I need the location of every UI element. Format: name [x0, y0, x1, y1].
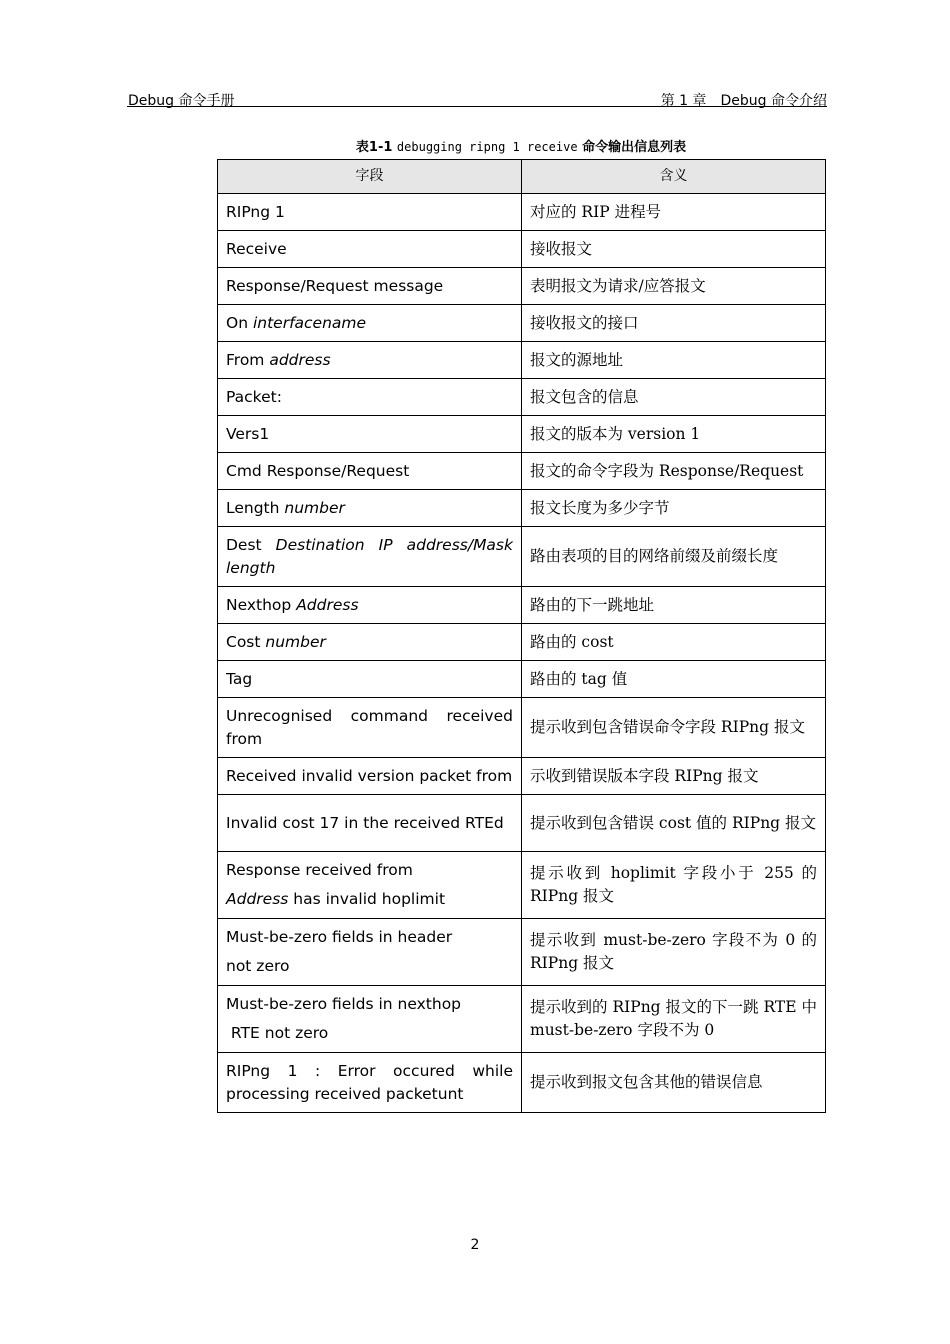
table-row [218, 379, 826, 416]
field-variable-text: Address [226, 890, 289, 908]
meaning-cell: 路由的 cost [522, 624, 826, 661]
header-divider [127, 106, 827, 107]
field-text [226, 707, 513, 748]
field-text [226, 314, 366, 332]
field-plain-text: Dest [226, 535, 276, 554]
meaning-cell: 示收到错误版本字段 RIPng 报文 [522, 758, 826, 795]
field-cell [218, 231, 522, 268]
table-row [218, 852, 826, 919]
page-number: 2 [470, 1237, 480, 1253]
field-text [226, 633, 326, 651]
field-plain-text: Unrecognised command received from [226, 706, 513, 748]
field-cell [218, 661, 522, 698]
table-row [218, 624, 826, 661]
table-row [218, 758, 826, 795]
field-text [226, 859, 513, 882]
table-row [218, 231, 826, 268]
field-cell [218, 527, 522, 587]
field-text [226, 277, 443, 295]
field-text-second-line [226, 888, 513, 911]
table-row [218, 795, 826, 852]
table-row [218, 305, 826, 342]
field-cell [218, 490, 522, 527]
table-row [218, 1053, 826, 1113]
field-cell [218, 986, 522, 1053]
table-caption [217, 136, 825, 155]
table-row [218, 919, 826, 986]
field-cell [218, 795, 522, 852]
table-row [218, 986, 826, 1053]
table-row [218, 194, 826, 231]
table-row [218, 661, 826, 698]
field-cell [218, 1053, 522, 1113]
field-variable-text: Destination IP address/Mask length [226, 535, 513, 577]
field-text [226, 388, 282, 406]
field-plain-text: On [226, 313, 253, 332]
field-plain-text: Received invalid version packet from [226, 766, 513, 785]
meaning-cell: 表明报文为请求/应答报文 [522, 268, 826, 305]
field-plain-text: Cost [226, 632, 266, 651]
table-header-row [218, 160, 826, 194]
field-plain-text: RIPng 1 : Error occured while processing received packetunt [226, 1061, 513, 1103]
field-cell [218, 624, 522, 661]
header-chapter-title: 第 1 章 Debug 命令介绍 [660, 93, 827, 109]
field-text [226, 596, 359, 614]
table-row [218, 587, 826, 624]
field-plain-text: Must-be-zero fields in nexthop [226, 995, 462, 1013]
meaning-cell: 报文长度为多少字节 [522, 490, 826, 527]
field-cell [218, 194, 522, 231]
field-text-second-line [226, 1022, 513, 1045]
field-text [226, 814, 504, 832]
field-cell [218, 342, 522, 379]
field-text-second-line [226, 955, 513, 978]
field-plain-text: From [226, 350, 270, 369]
field-cell [218, 379, 522, 416]
column-header-meaning: 含义 [522, 160, 826, 194]
field-cell [218, 453, 522, 490]
field-variable-text: interfacename [252, 313, 367, 332]
field-plain-text: Vers1 [226, 424, 270, 443]
field-plain-text: Nexthop [226, 595, 297, 614]
meaning-cell: 报文的命令字段为 Response/Request [522, 453, 826, 490]
field-cell [218, 305, 522, 342]
output-fields-table [217, 159, 826, 1113]
table-row [218, 453, 826, 490]
field-text [226, 462, 409, 480]
field-plain-text: Receive [226, 239, 287, 258]
column-header-field: 字段 [218, 160, 522, 194]
field-plain-text: Must-be-zero fields in header [226, 928, 453, 946]
field-text [226, 203, 285, 221]
meaning-cell: 对应的 RIP 进程号 [522, 194, 826, 231]
field-cell [218, 758, 522, 795]
meaning-cell: 路由表项的目的网络前缀及前缀长度 [522, 527, 826, 587]
field-plain-text: Length [226, 498, 285, 517]
field-cell [218, 268, 522, 305]
field-variable-text: number [284, 498, 345, 517]
caption-prefix: 表1-1 [355, 140, 397, 155]
field-plain-text: Tag [226, 669, 253, 688]
field-plain-text: Packet: [226, 387, 282, 406]
table-row [218, 490, 826, 527]
field-text [226, 240, 287, 258]
meaning-cell: 提示收到的 RIPng 报文的下一跳 RTE 中 must-be-zero 字段不为 0 [522, 986, 826, 1053]
meaning-cell: 路由的下一跳地址 [522, 587, 826, 624]
field-plain-text: not zero [226, 957, 290, 975]
table-row [218, 527, 826, 587]
caption-suffix: 命令输出信息列表 [577, 140, 687, 155]
field-text [226, 499, 345, 517]
field-cell [218, 416, 522, 453]
field-plain-text: Invalid cost 17 in the received RTEd [226, 813, 504, 832]
field-plain-text: Response/Request message [226, 276, 444, 295]
meaning-cell: 提示收到包含错误 cost 值的 RIPng 报文 [522, 795, 826, 852]
field-plain-text: RIPng 1 [226, 202, 285, 221]
meaning-cell: 提示收到 hoplimit 字段小于 255 的 RIPng 报文 [522, 852, 826, 919]
table-row [218, 342, 826, 379]
field-variable-text: address [269, 350, 331, 369]
field-plain-text: RTE not zero [226, 1024, 329, 1042]
meaning-cell: 路由的 tag 值 [522, 661, 826, 698]
field-variable-text: number [265, 632, 326, 651]
meaning-cell: 报文的版本为 version 1 [522, 416, 826, 453]
field-text [226, 926, 513, 949]
table-row [218, 698, 826, 758]
table-row [218, 416, 826, 453]
header-manual-title: Debug 命令手册 [128, 93, 235, 109]
meaning-cell: 接收报文 [522, 231, 826, 268]
field-plain-text: has invalid hoplimit [288, 890, 446, 908]
field-cell [218, 919, 522, 986]
meaning-cell: 提示收到报文包含其他的错误信息 [522, 1053, 826, 1113]
field-plain-text: Cmd Response/Request [226, 461, 410, 480]
table-row [218, 268, 826, 305]
field-text [226, 1062, 513, 1103]
field-text [226, 536, 513, 577]
field-text [226, 351, 331, 369]
field-variable-text: Address [296, 595, 359, 614]
field-cell [218, 587, 522, 624]
meaning-cell: 提示收到包含错误命令字段 RIPng 报文 [522, 698, 826, 758]
meaning-cell: 接收报文的接口 [522, 305, 826, 342]
field-cell [218, 852, 522, 919]
field-text [226, 993, 513, 1016]
caption-command: debugging ripng 1 receive [396, 140, 578, 154]
meaning-cell: 报文的源地址 [522, 342, 826, 379]
field-text [226, 767, 512, 785]
field-text [226, 670, 252, 688]
meaning-cell: 提示收到 must-be-zero 字段不为 0 的 RIPng 报文 [522, 919, 826, 986]
field-text [226, 425, 269, 443]
field-cell [218, 698, 522, 758]
meaning-cell: 报文包含的信息 [522, 379, 826, 416]
field-plain-text: Response received from [226, 861, 413, 879]
